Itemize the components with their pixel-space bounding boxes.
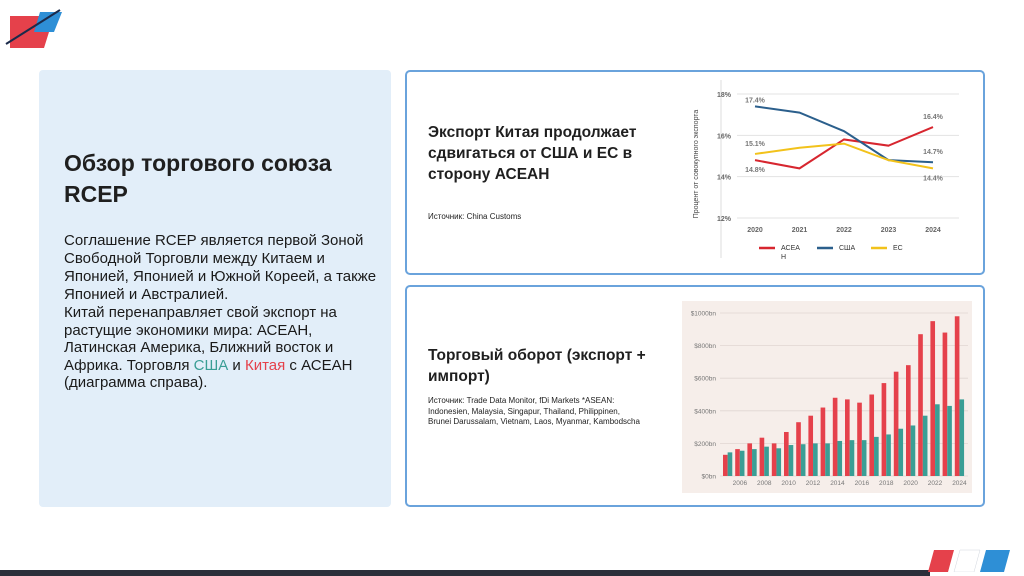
x-tick-label: 2016 <box>854 480 870 487</box>
bar-china <box>845 399 850 476</box>
legend-label: США <box>839 245 856 252</box>
bar-usa <box>874 437 879 476</box>
x-tick-label: 2023 <box>880 227 897 234</box>
bar-china <box>821 408 826 476</box>
data-label-asean-start: 14.8% <box>745 167 765 175</box>
bar-usa <box>789 445 794 476</box>
bar-usa <box>728 452 733 476</box>
bar-china <box>943 333 948 476</box>
bar-china <box>796 422 801 476</box>
data-label-asean-end: 16.4% <box>923 114 943 122</box>
y-tick-label: 12% <box>716 216 731 223</box>
bar-usa <box>923 416 928 476</box>
bar-china <box>882 383 887 476</box>
export-share-title: Экспорт Китая продолжает сдвигаться от США и ЕС в сторону АСЕАН <box>428 124 637 183</box>
x-tick-label: 2024 <box>925 227 941 234</box>
bar-china <box>857 403 862 476</box>
y-tick-label: $600bn <box>694 375 716 383</box>
x-tick-label: 2020 <box>747 227 763 234</box>
series-line-1 <box>755 127 933 168</box>
y-tick-label: $0bn <box>701 473 716 481</box>
bar-usa <box>886 434 891 476</box>
bar-usa <box>776 448 781 476</box>
export-share-line-chart <box>663 80 985 265</box>
bar-china <box>723 455 728 476</box>
bar-usa <box>801 444 806 476</box>
x-tick-label: 2010 <box>781 480 796 487</box>
x-tick-label: 2008 <box>757 480 772 487</box>
page-title: Обзор торгового союза RCEP <box>64 150 332 207</box>
y-axis-label: Процент от совокупного экспорта <box>693 109 700 219</box>
y-tick-label: $400bn <box>694 408 716 416</box>
bar-usa <box>911 425 916 476</box>
bar-china <box>906 365 911 476</box>
x-tick-label: 2020 <box>903 480 918 487</box>
bar-usa <box>752 449 757 476</box>
data-label-usa-start: 17.4% <box>745 97 765 105</box>
bar-usa <box>947 406 952 476</box>
data-label-eu-start: 15.1% <box>745 140 765 148</box>
bar-china <box>747 443 752 476</box>
x-tick-label: 2006 <box>732 480 748 487</box>
footer-bar <box>0 570 930 576</box>
bar-china <box>894 372 899 476</box>
x-tick-label: 2018 <box>879 480 894 487</box>
bar-china <box>760 438 765 476</box>
y-tick-label: $1000bn <box>690 310 716 318</box>
bar-china <box>869 395 874 477</box>
y-tick-label: 14% <box>716 174 731 182</box>
bar-china <box>833 398 838 476</box>
bar-china <box>955 316 960 476</box>
intro-paragraph: Соглашение RCEP является первой Зоной Свободной Торговли между Китаем и Японией, Японией и Южной Кореей, а также Японией и Австралией. <box>64 232 377 303</box>
x-tick-label: 2022 <box>836 227 852 234</box>
bar-usa <box>837 441 842 476</box>
bar-usa <box>850 440 855 476</box>
export-share-source: Источник: China Customs <box>428 212 522 221</box>
highlight-usa: США <box>193 356 229 374</box>
bar-usa <box>862 440 867 476</box>
trade-turnover-bar-chart <box>682 301 972 493</box>
bar-usa <box>813 443 818 476</box>
overview-panel <box>39 70 391 507</box>
x-tick-label: 2014 <box>830 480 845 487</box>
footer-logo <box>926 546 1010 572</box>
bar-usa <box>764 447 769 476</box>
bar-china <box>930 321 935 476</box>
y-tick-label: $800bn <box>694 343 716 351</box>
bar-usa <box>898 429 903 476</box>
series-line-2 <box>755 106 933 162</box>
x-tick-label: 2022 <box>927 480 943 487</box>
y-tick-label: 16% <box>716 133 731 141</box>
data-label-usa-end: 14.7% <box>923 149 943 157</box>
bar-china <box>772 443 777 476</box>
bar-usa <box>959 399 964 476</box>
trade-turnover-title: Торговый оборот (экспорт + импорт) <box>428 347 646 385</box>
legend-label: ЕС <box>893 245 903 252</box>
bar-china <box>918 334 923 476</box>
y-tick-label: $200bn <box>694 440 716 448</box>
bar-china <box>735 449 740 476</box>
highlight-china: Китая <box>244 356 286 374</box>
brand-logo <box>4 8 62 48</box>
export-paragraph: Китай перенаправляет свой экспорт на растущие экономики мира: АСЕАН, Латинская Америка, Ближний восток и Африка. Торговля США и Китая с АСЕАН (диаграмма справа). <box>64 304 353 391</box>
trade-turnover-card <box>405 285 985 507</box>
x-tick-label: 2024 <box>952 480 967 487</box>
data-label-eu-end: 14.4% <box>923 175 943 183</box>
bar-usa <box>935 404 940 476</box>
bar-china <box>808 416 813 476</box>
trade-turnover-source: Источник: Trade Data Monitor, fDi Markets *ASEAN: Indonesien, Malaysia, Singapur, Thailand, Philippinen, Brunei Darussalam, Vietnam, Laos, Myanmar, Kambodscha <box>428 396 640 426</box>
bar-usa <box>740 451 745 476</box>
export-share-card <box>405 70 985 275</box>
y-tick-label: 18% <box>716 92 731 99</box>
bar-china <box>784 432 789 476</box>
x-tick-label: 2021 <box>791 227 808 234</box>
x-tick-label: 2012 <box>805 480 821 487</box>
bar-usa <box>825 443 830 476</box>
legend-label: АСЕА Н <box>781 245 800 261</box>
